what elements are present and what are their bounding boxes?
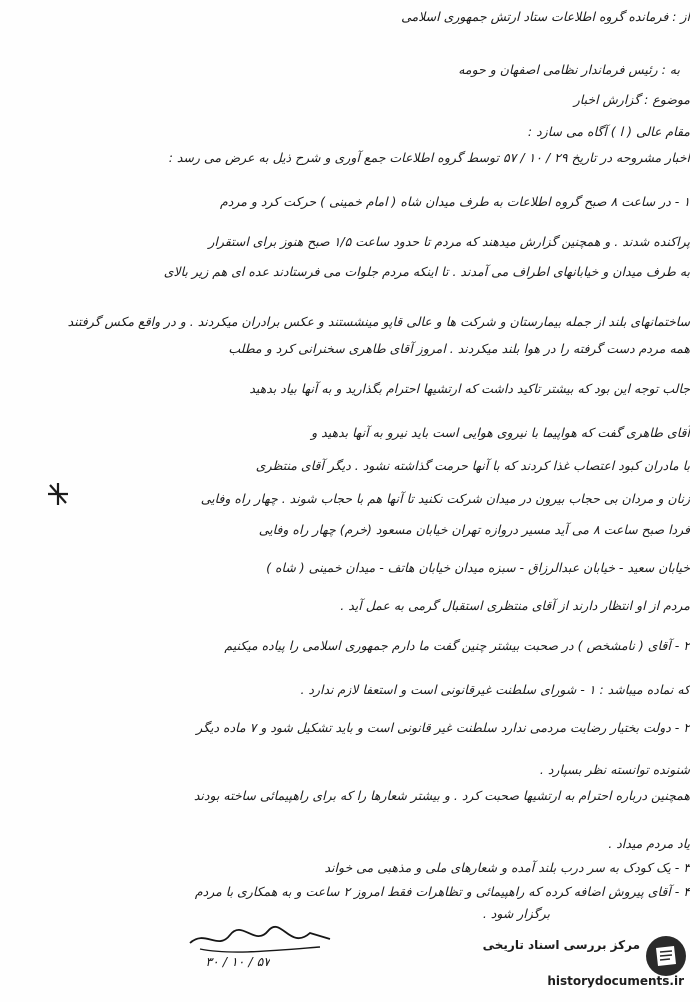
body-line-2: ۱ - در ساعت ۸ صبح گروه اطلاعات به طرف میدان شاه ( امام خمینی ) حرکت کرد و مردم: [220, 194, 690, 209]
body-line-13: مردم از او انتظار دارند از آقای منتظری استقبال گرمی به عمل آید .: [340, 598, 690, 613]
from-line: از : فرمانده گروه اطلاعات ستاد ارتش جمهوری اسلامی: [401, 9, 690, 24]
archive-url: historydocuments.ir: [547, 974, 684, 988]
margin-asterisk-icon: [46, 481, 70, 507]
body-line-10: زنان و مردان بی حجاب بیرون در میدان شرکت نکنید تا آنها هم با حجاب شوند . چهار راه وفایی: [200, 491, 690, 506]
archive-watermark: [482, 930, 688, 996]
body-line-8: آقای طاهری گفت که هواپیما با نیروی هوایی است باید نیرو به آنها بدهید و: [311, 425, 690, 440]
body-line-5: ساختمانهای بلند از جمله بیمارستان و شرکت ها و عالی قاپو مینشستند و عکس برادران میکردند . و در واقع مکس گرفتند: [67, 314, 690, 329]
body-line-11: فردا صبح ساعت ۸ می آید مسیر دروازه تهران خیابان مسعود (خرم) چهار راه وفایی: [258, 522, 690, 537]
archive-title: مرکز بررسی اسناد تاریخی: [482, 938, 640, 952]
body-line-15: که نماده میباشد : ۱ - شورای سلطنت غیرقانونی است و استعفا لازم ندارد .: [300, 682, 690, 697]
subject-line: موضوع : گزارش اخبار: [573, 92, 690, 107]
body-line-22: برگزار شود .: [482, 906, 550, 921]
body-line-3: پراکنده شدند . و همچنین گزارش میدهند که مردم تا حدود ساعت ۱/۵ صبح هنوز برای استقرار: [208, 234, 690, 249]
body-line-1: اخبار مشروحه در تاریخ ۲۹ / ۱۰ / ۵۷ توسط گروه اطلاعات جمع آوری و شرح ذیل به عرض می رسد :: [168, 150, 690, 165]
body-line-6: همه مردم دست گرفته را در هوا بلند میکردند . امروز آقای طاهری سخنرانی کرد و مطلب: [228, 341, 690, 356]
body-line-14: ۲ - آقای ( نامشخص ) در صحبت بیشتر چنین گفت ما دارم جمهوری اسلامی را پیاده میکنیم: [224, 638, 690, 653]
body-line-19: یاد مردم میداد .: [608, 836, 690, 851]
body-line-20: ۳ - یک کودک به سر درب بلند آمده و شعارهای ملی و مذهبی می خواند: [324, 860, 690, 875]
body-line-4: به طرف میدان و خیابانهای اطراف می آمدند . تا اینکه مردم جلوات می فرستادند عده ای هم زیر بالای: [163, 264, 690, 279]
body-line-12: خیابان سعید - خیابان عبدالرزاق - سبزه میدان خیابان هاتف - میدان خمینی ( شاه ): [266, 560, 690, 575]
body-line-16: ۲ - دولت بختیار رضایت مردمی ندارد سلطنت غیر قانونی است و باید تشکیل شود و ۷ ماده دیگر: [196, 720, 690, 735]
signature-date: ۵۷ / ۱۰ / ۳۰: [205, 954, 270, 969]
salutation-line: مقام عالی ( ا ) آگاه می سازد :: [527, 124, 690, 139]
archive-logo-icon: [644, 934, 688, 978]
body-line-17: شنونده توانسته نظر بسپارد .: [539, 762, 690, 777]
body-line-9: با مادران کبود اعتصاب غذا کردند که با آنها حرمت گذاشته نشود . دیگر آقای منتظری: [255, 458, 690, 473]
body-line-7: جالب توجه این بود که بیشتر تاکید داشت که ارتشیها احترام بگذارید و به آنها بیاد بدهید: [249, 381, 690, 396]
body-line-18: همچنین درباره احترام به ارتشیها صحبت کرد . و بیشتر شعارها را که برای راهپیمائی ساخته بودند: [193, 788, 690, 803]
to-line: به : رئیس فرماندار نظامی اصفهان و حومه: [458, 62, 680, 77]
body-line-21: ۴ - آقای پیروش اضافه کرده که راهپیمائی و تظاهرات فقط امروز ۲ ساعت و به همکاری با مردم: [194, 884, 690, 899]
handwritten-signature: [170, 921, 350, 981]
